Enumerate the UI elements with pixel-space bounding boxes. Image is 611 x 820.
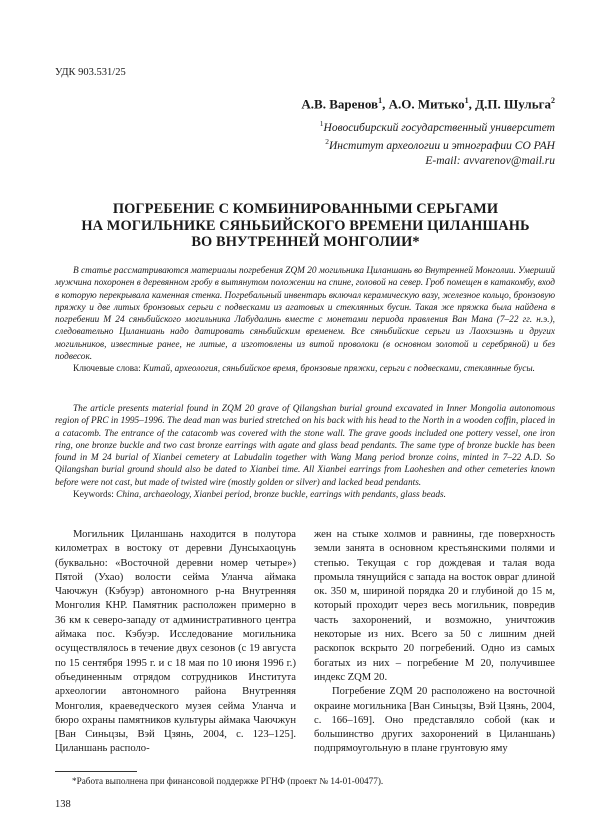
abstract-text: В статье рассматриваются материалы погребения ZQM 20 могильника Циланшань во Внутренней Монголии. Умерший мужчина похоронен в деревянном гробу в вытянутом положении на спине, головой на север. Гроб помещен в катакомбу, вход в которую перекрывала каменная стенка. Погребальный инвентарь включал керамическую вазу, железное кольцо, бронзовую пряжку и две литых бронзовых серьги с подвесками из агатовых и стеклянных бусин. Такая же пряжка была найдена в погребении М 24 сяньбийского могильника Лабудалинь вместе с монетами периода правления Ван Мана (7–22 гг. н.э.), следовательно Циланшань надо датировать сяньбийским временем. Все сяньбийские серьги из Лаохэшэнь и других могильников, известные ранее, не литые, а изготовлены из витой проволоки (в основном золотой и серебряной) и без подвесок.	[55, 266, 555, 363]
affiliation-1	[320, 117, 555, 135]
footnote: *Работа выполнена при финансовой поддержке РГНФ (проект № 14-01-00477).	[72, 776, 384, 786]
title-line: ПОГРЕБЕНИЕ С КОМБИНИРОВАННЫМИ СЕРЬГАМИ	[112, 201, 499, 217]
udk-code: УДК 903.531/25	[55, 67, 126, 78]
affiliation-2	[320, 135, 555, 153]
body-paragraph: жен на стыке холмов и равнины, где поверхность земли занята в основном крестьянскими полями и степью. Текущая с гор дождевая и талая вода промыла тянущийся с запада на восток овраг длиной ок. 350 м, шириной порядка 20 и глубиной до 15 м, который проходит через весь могильник, повредив часть захоронений, и возможно, уничтожив некоторые из них. Всего за 50 с лишним дней раскопок вскрыто 20 погребений. Одно из самых богатых из них – погребение М 20, получившее индекс ZQM 20.	[314, 529, 555, 683]
body-column-right	[314, 528, 555, 757]
affiliations	[320, 117, 555, 168]
author-email: E-mail: avvarenov@mail.ru	[425, 154, 555, 167]
affiliation-mark: 1	[319, 119, 324, 128]
affiliation-mark: 2	[325, 137, 329, 147]
keywords-list: Китай, археология, сяньбийское время, бронзовые пряжки, серьги с подвесками, стеклянные бусы.	[143, 364, 536, 375]
abstract-text: The article presents material found in ZQM 20 grave of Qilangshan burial ground excavated in Inner Mongolia autonomous region of PRC in 1995–1996. The dead man was buried stretched on his back with his head to the North in a wooden coffin, placed in a catacomb. The entrance of the catacomb was covered with the stone wall. The grave goods included one pottery vessel, one iron ring, one bronze buckle and two cast bronze earrings with agate and glass bead pendants. The same type of bronze buckle has been found in M 24 burial of Xianbei cemetery at Labudalin together with Wang Mang period bronze coins, minted in 7–22 A.D. So Qilangshan burial ground should also be dated to Xianbei time. All Xianbei earrings from Laoheshen and other cemeteries known before were not cast, but made of twisted wire (mostly golden or silver) and lacked bead pendants.	[55, 404, 555, 488]
article-title	[0, 201, 611, 251]
author-name: Д.П. Шульга	[475, 96, 551, 112]
keywords-label: Keywords:	[73, 490, 117, 501]
keywords-list: China, archaeology, Xianbei period, bronze buckle, earrings with pendants, glass beads.	[116, 490, 446, 501]
abstract-russian	[55, 265, 555, 376]
keywords-label: Ключевые слова:	[73, 364, 144, 375]
footnote-divider	[55, 771, 137, 772]
keywords-russian	[55, 363, 555, 375]
author-affiliation-mark: 2	[551, 96, 555, 105]
author-name: А.В. Варенов	[301, 96, 379, 112]
affiliation-text: Новосибирский государственный университет	[323, 121, 555, 134]
body-paragraph: Погребение ZQM 20 расположено на восточной окраине могильника [Ван Синьцзы, Вэй Цзянь, 2004, с. 166–169]. Оно представляло собой (как и большинство других захоронений в Циланшань) подпрямоугольную в плане грунтовую яму	[314, 686, 555, 755]
abstract-english	[55, 403, 555, 501]
authors-line: А.В. Варенов$^1$, А.О. Митько$^1$, Д.П. Шульга$^2$	[301, 96, 555, 112]
author-affiliation-mark: 1	[464, 96, 469, 105]
keywords-english	[55, 489, 555, 501]
affiliation-text: Институт археологии и этнографии СО РАН	[328, 140, 555, 153]
page-number: 138	[55, 799, 71, 810]
author-name: А.О. Митько	[388, 96, 465, 112]
author-affiliation-mark: 1	[378, 96, 383, 105]
body-column-left	[55, 528, 296, 757]
body-paragraph: Могильник Циланшань находится в полутора километрах в востоку от деревни Дунсыхаоцунь (буквально: «Восточной деревни номер четыре») Пятой (Ухао) волости сейма Уланча аймака Чаючжун (Кэбуэр) автономного р-на Внутренняя Монголия КНР. Памятник расположен примерно в 36 км к северо-западу от административного центра аймака пос. Кэбуэр. Исследование могильника осуществлялось в течение двух сезонов (с 19 августа по 15 сентября 1995 г. и с 18 мая по 10 июня 1996 г.) объединенным отрядом сотрудников Института археологии автономного района Внутренняя Монголия, краеведческого музея сейма Уланча и бюро охраны памятников культуры аймака Чаючжун [Ван Синьцзы, Вэй Цзянь, 2004, с. 123–125]. Циланшань располо-	[55, 529, 296, 755]
title-line: НА МОГИЛЬНИКЕ СЯНЬБИЙСКОГО ВРЕМЕНИ ЦИЛАНШАНЬ	[81, 217, 530, 234]
title-line: ВО ВНУТРЕННЕЙ МОНГОЛИИ*	[191, 234, 420, 250]
